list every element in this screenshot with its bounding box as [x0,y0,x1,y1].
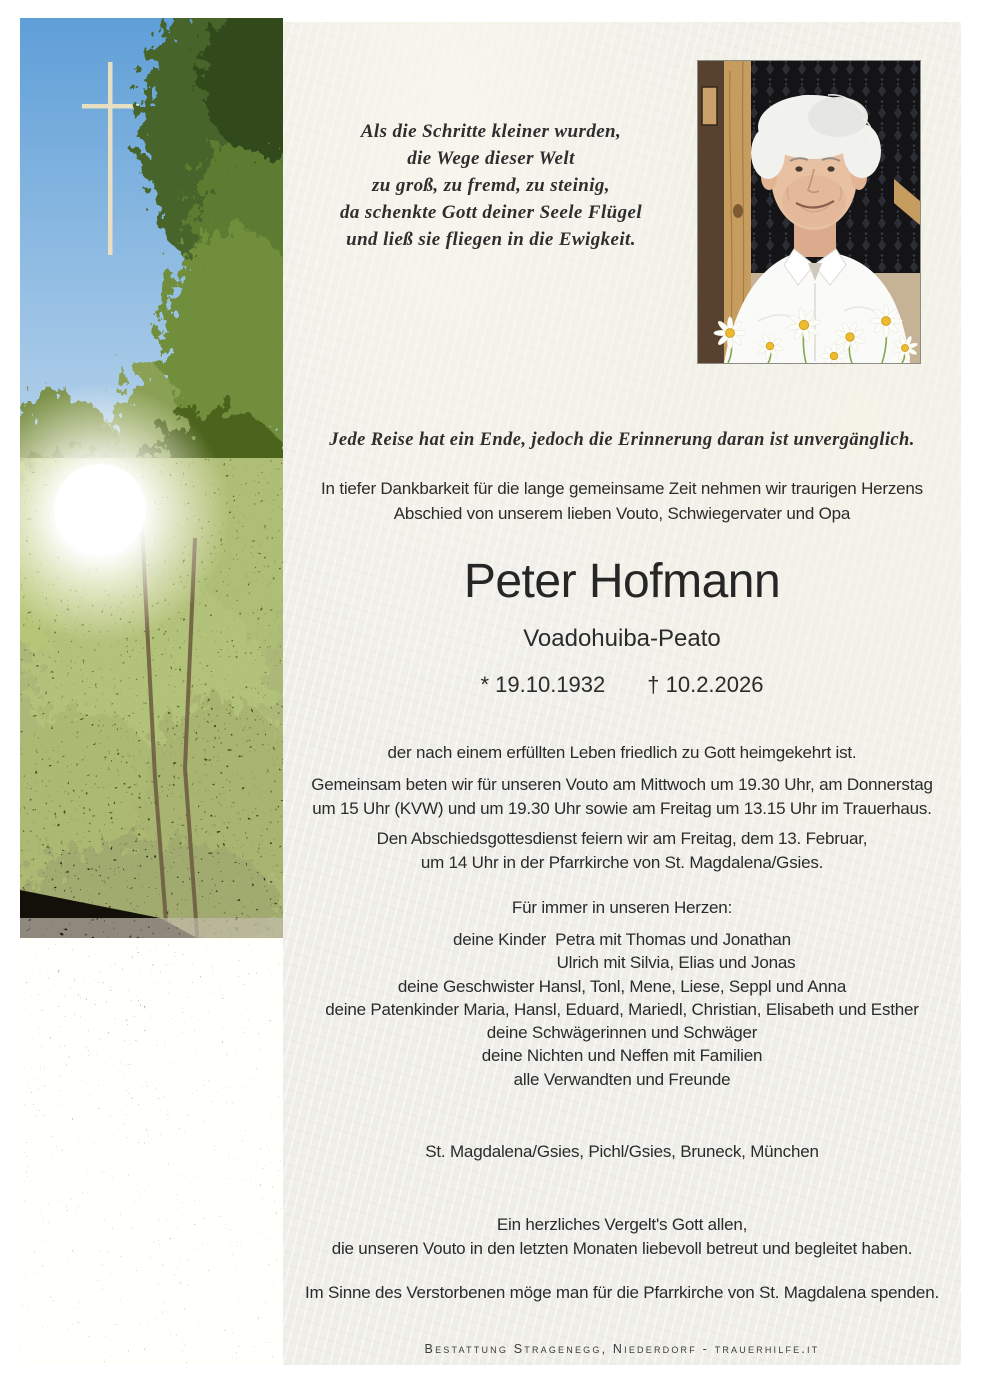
poem-line: und ließ sie fliegen in die Ewigkeit. [346,229,636,250]
birth-date: * 19.10.1932 [480,672,606,697]
mourner-line: deine Kinder Petra mit Thomas und Jonathan [453,930,791,949]
wood-knot [733,204,743,218]
funeral-home-credit: Bestattung Stragenegg, Niederdorf - trauerhilfe.it [424,1342,820,1356]
poem-line: da schenkte Gott deiner Seele Flügel [339,202,643,223]
sun-core [54,464,146,556]
prayer-line: Gemeinsam beten wir für unseren Vouto am Mittwoch um 19.30 Uhr, am Donnerstag [311,775,933,794]
poem-line: Als die Schritte kleiner wurden, [360,121,622,142]
life-dates [283,672,961,698]
mourner-line: deine Nichten und Neffen mit Familien [481,1046,763,1066]
prayer-line: um 15 Uhr (KVW) und um 19.30 Uhr sowie am Freitag um 13.15 Uhr im Trauerhaus. [312,799,932,818]
death-date: † 10.2.2026 [647,672,764,697]
picture-frame [702,87,717,125]
deceased-nickname: Voadohuiba-Peato [523,625,721,652]
announcement-line: Abschied von unserem lieben Vouto, Schwiegervater und Opa [393,504,851,523]
funeral-service [283,827,961,875]
thanks-note [283,1213,961,1261]
nature-photo [20,18,283,1365]
service-line: um 14 Uhr in der Pfarrkirche von St. Magdalena/Gsies. [420,853,824,872]
memorial-poem [287,118,695,253]
mourners-list [283,928,961,1091]
deceased-name: Peter Hofmann [463,555,781,608]
poem-line: zu groß, zu fremd, zu steinig, [372,175,610,196]
portrait-photo [697,60,921,364]
thanks-line: Ein herzliches Vergelt's Gott allen, [496,1215,748,1234]
homecoming-line: der nach einem erfüllten Leben friedlich zu Gott heimgekehrt ist. [387,743,857,762]
mourner-line: deine Schwägerinnen und Schwäger [486,1023,758,1043]
places-line: St. Magdalena/Gsies, Pichl/Gsies, Bruneck, München [425,1142,819,1161]
mourner-line: deine Geschwister Hansl, Tonl, Mene, Liese, Seppl und Anna [397,976,847,996]
donation-note: Im Sinne des Verstorbenen möge man für die Pfarrkirche von St. Magdalena spenden. [305,1283,939,1302]
mourner-line: Ulrich mit Silvia, Elias und Jonas [556,953,796,973]
content-panel [283,22,961,1365]
prayer-times [283,773,961,821]
motto-line: Jede Reise hat ein Ende, jedoch die Erinnerung daran ist unvergänglich. [329,430,915,450]
mourner-line: deine Patenkinder Maria, Hansl, Eduard, Mariedl, Christian, Elisabeth und Esther [325,999,919,1019]
announcement [283,476,961,526]
service-line: Den Abschiedsgottesdienst feiern wir am Freitag, dem 13. Februar, [376,829,868,848]
mourners-heading: Für immer in unseren Herzen: [511,898,733,917]
nature-photo-graphic [20,18,283,1365]
mourner-line: alle Verwandten und Freunde [513,1069,731,1089]
thanks-line: die unseren Vouto in den letzten Monaten liebevoll betreut und begleitet haben. [331,1239,913,1258]
poem-line: die Wege dieser Welt [407,148,575,169]
portrait-graphic [698,61,920,363]
announcement-line: In tiefer Dankbarkeit für die lange gemeinsame Zeit nehmen wir traurigen Herzens [321,479,923,498]
water-sparkle [20,938,283,1365]
